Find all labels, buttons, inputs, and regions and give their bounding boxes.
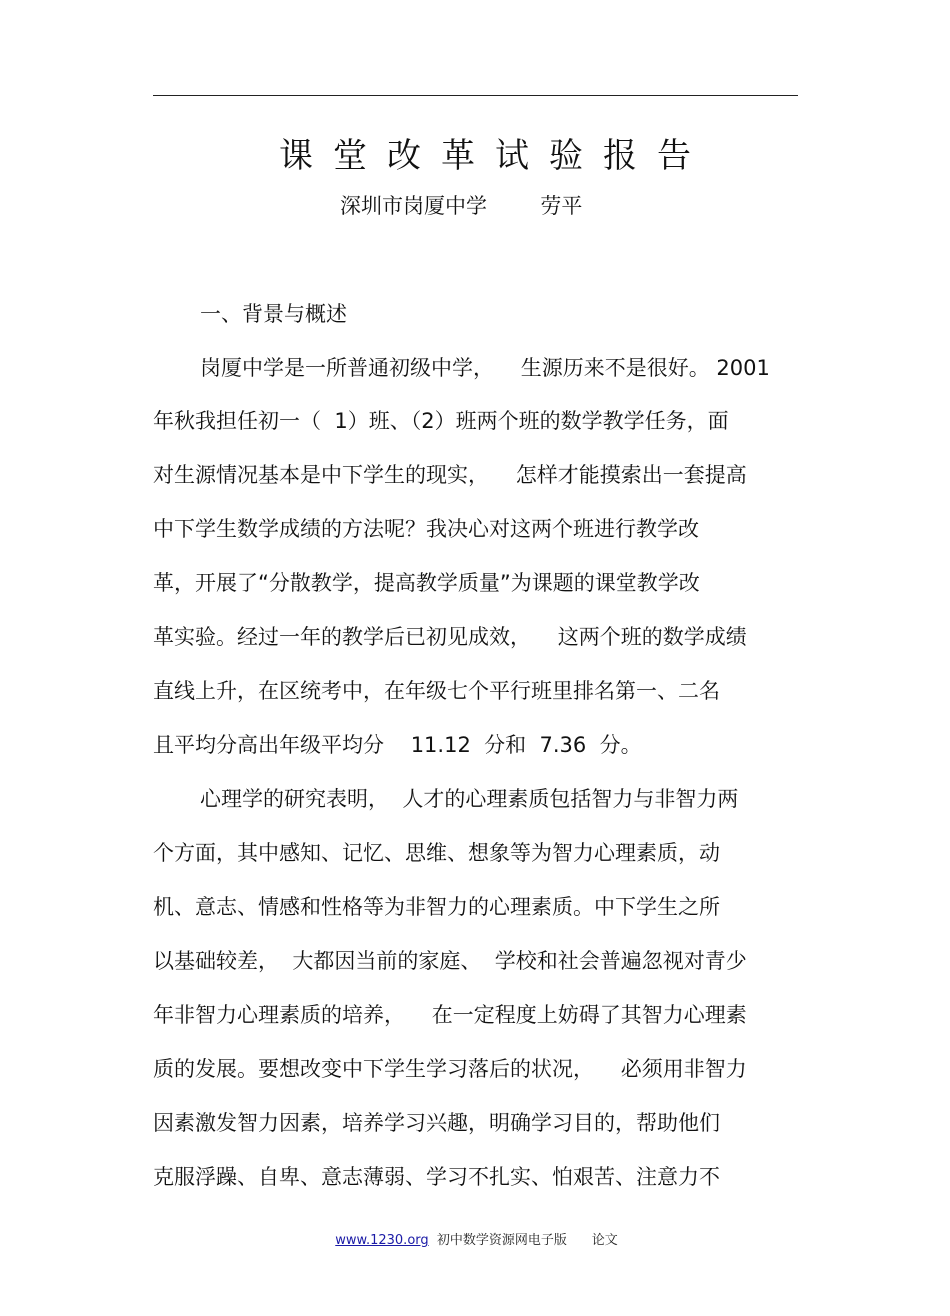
- section-heading: 一、背景与概述: [200, 302, 347, 326]
- paragraph-line: 革实验。经过一年的教学后已初见成效， 这两个班的数学成绩: [153, 625, 747, 649]
- paragraph-line: 因素激发智力因素，培养学习兴趣，明确学习目的，帮助他们: [153, 1111, 720, 1135]
- paragraph-line: 年秋我担任初一（ 1）班、（2）班两个班的数学教学任务，面: [153, 409, 729, 433]
- page-footer: [327, 1214, 618, 1248]
- paragraph-line: 直线上升，在区统考中，在年级七个平行班里排名第一、二名: [153, 679, 720, 703]
- paragraph-line: 且平均分高出年级平均分 11.12 分和 7.36 分。: [153, 733, 642, 757]
- paragraph-line: 机、意志、情感和性格等为非智力的心理素质。中下学生之所: [153, 895, 720, 919]
- paragraph-line: 个方面，其中感知、记忆、思维、想象等为智力心理素质，动: [153, 841, 720, 865]
- paragraph-line: 年非智力心理素质的培养， 在一定程度上妨碍了其智力心理素: [153, 1003, 747, 1027]
- footer-text: 初中数学资源网电子版 论文: [428, 1233, 618, 1248]
- paragraph-line: 以基础较差， 大都因当前的家庭、 学校和社会普遍忽视对青少: [153, 949, 747, 973]
- paragraph-line: 革，开展了“分散教学，提高教学质量”为课题的课堂教学改: [153, 571, 700, 595]
- paragraph-line: 心理学的研究表明， 人才的心理素质包括智力与非智力两: [200, 787, 739, 811]
- document-title: 课堂改革试验报告: [279, 136, 711, 176]
- paragraph-line: 对生源情况基本是中下学生的现实， 怎样才能摸索出一套提高: [153, 463, 747, 487]
- author-byline: 深圳市岗厦中学 劳平: [340, 194, 583, 218]
- paragraph-line: 质的发展。要想改变中下学生学习落后的状况， 必须用非智力: [153, 1057, 747, 1081]
- top-rule: [153, 95, 798, 96]
- paragraph-line: 岗厦中学是一所普通初级中学， 生源历来不是很好。 2001: [200, 356, 770, 380]
- paragraph-line: 克服浮躁、自卑、意志薄弱、学习不扎实、怕艰苦、注意力不: [153, 1165, 720, 1189]
- paragraph-line: 中下学生数学成绩的方法呢？我决心对这两个班进行教学改: [153, 517, 699, 541]
- footer-website-link[interactable]: www.1230.org: [335, 1233, 429, 1248]
